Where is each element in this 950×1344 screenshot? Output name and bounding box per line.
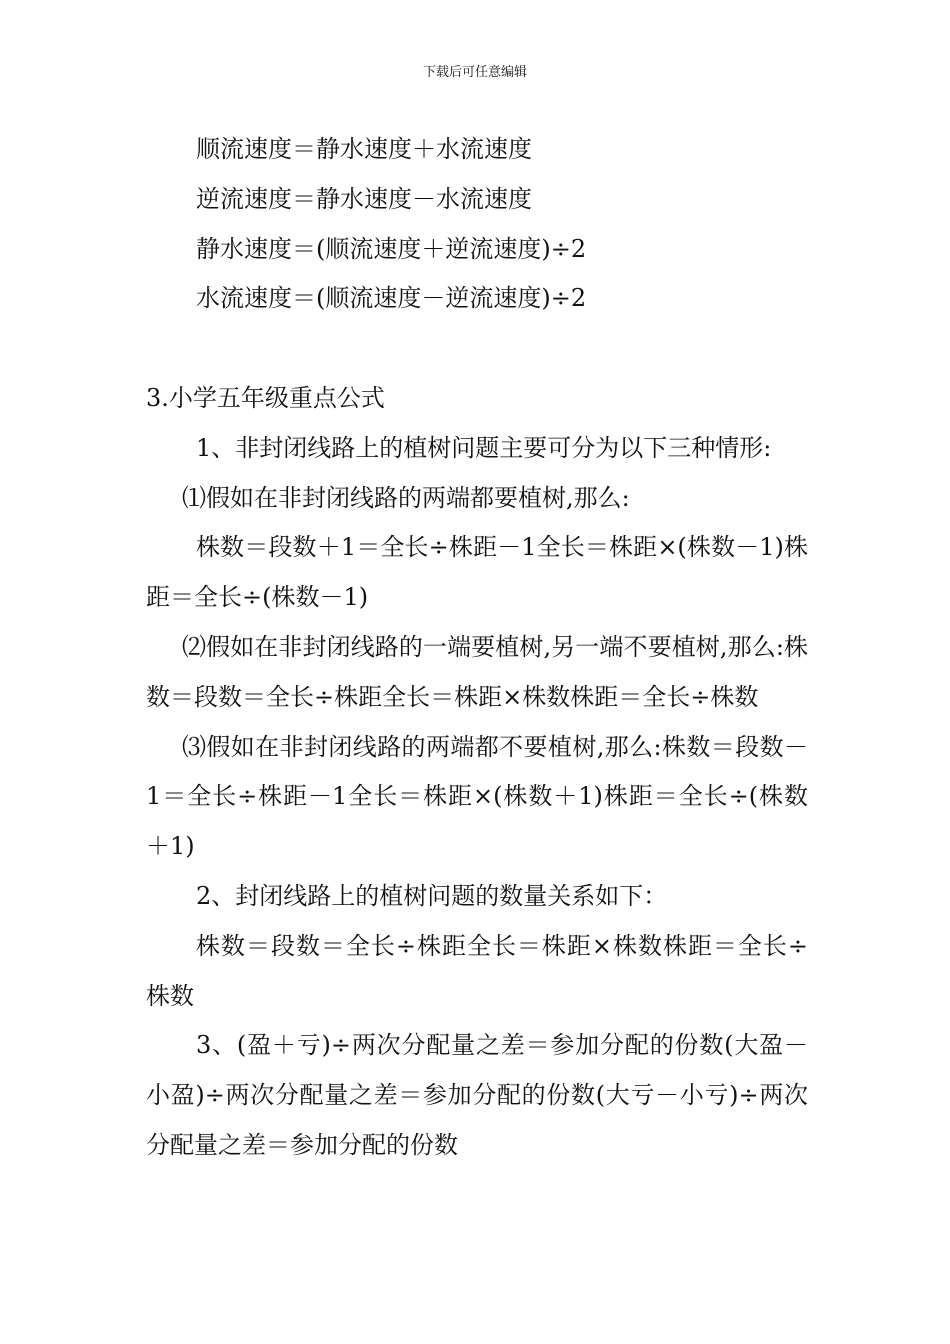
paragraph-closed-route-formula: 株数＝段数＝全长÷株距全长＝株距×株数株距＝全长÷株数 (146, 931, 808, 1010)
formula-still-water-speed: 静水速度＝(顺流速度＋逆流速度)÷2 (196, 234, 587, 263)
paragraph-closed-route: 2、封闭线路上的植树问题的数量关系如下： (196, 881, 668, 910)
paragraph-gap (146, 324, 808, 374)
paragraph-case-1: ⑴假如在非封闭线路的两端都要植树,那么: (182, 483, 630, 512)
paragraph-case-2: ⑵假如在非封闭线路的一端要植树,另一端不要植树,那么:株数＝段数＝全长÷株距全长＝株距×株数株距＝全长÷株数 (146, 632, 808, 711)
paragraph-case-3: ⑶假如在非封闭线路的两端都不要植树,那么:株数＝段数－1＝全长÷株距－1全长＝株距×(株数＋1)株距＝全长÷(株数＋1) (146, 732, 808, 861)
formula-upstream-speed: 逆流速度＝静水速度－水流速度 (196, 184, 532, 213)
paragraph-tree-planting-intro: 1、非封闭线路上的植树问题主要可分为以下三种情形: (196, 433, 772, 462)
page-header: 下载后可任意编辑 (422, 65, 527, 80)
document-body (146, 125, 808, 1171)
paragraph-case-1-formula: 株数＝段数＋1＝全长÷株距－1全长＝株距×(株数－1)株距＝全长÷(株数－1) (146, 533, 808, 612)
section-heading: 3.小学五年级重点公式 (146, 383, 385, 412)
paragraph-surplus-deficit: 3、(盈＋亏)÷两次分配量之差＝参加分配的份数(大盈－小盈)÷两次分配量之差＝参加分配的份数(大亏－小亏)÷两次分配量之差＝参加分配的份数 (146, 1031, 808, 1159)
formula-current-speed: 水流速度＝(顺流速度－逆流速度)÷2 (196, 284, 587, 313)
formula-downstream-speed: 顺流速度＝静水速度＋水流速度 (196, 135, 532, 163)
